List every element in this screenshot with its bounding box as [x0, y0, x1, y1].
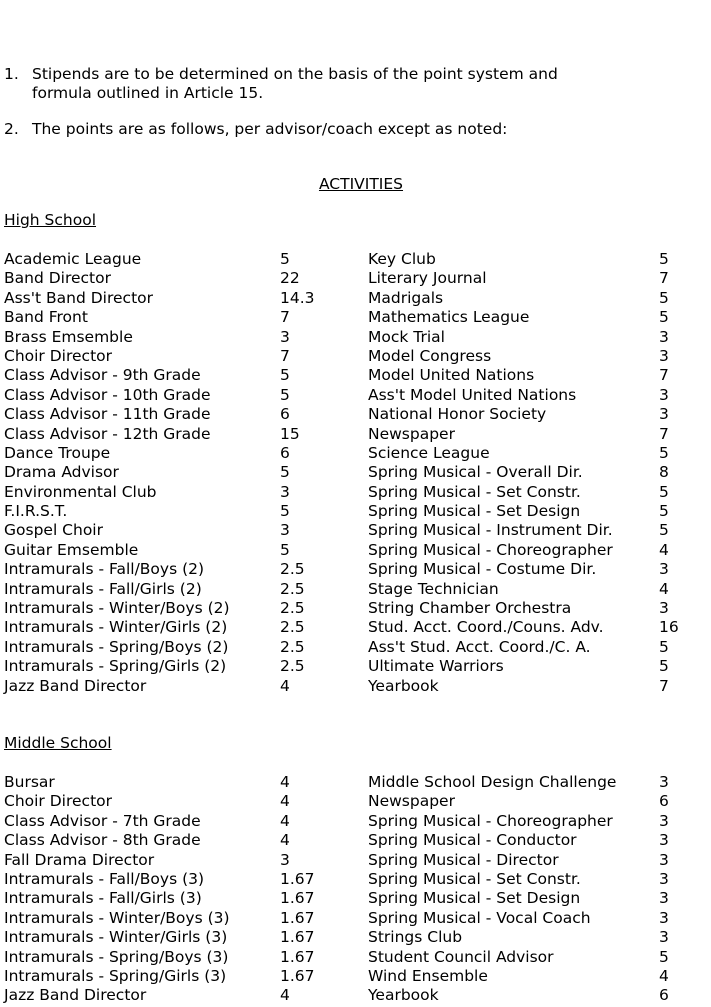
activity-points: 1.67 — [280, 947, 315, 966]
activity-name: Model United Nations — [368, 366, 535, 385]
activity-points: 3 — [659, 831, 669, 850]
activity-points: 16 — [659, 618, 679, 637]
table-row — [0, 870, 711, 889]
activity-points: 5 — [659, 308, 669, 327]
table-row — [0, 405, 711, 424]
activity-points: 5 — [280, 502, 290, 521]
activity-name: Intramurals - Fall/Boys (3) — [4, 869, 205, 888]
activity-points: 1.67 — [280, 908, 315, 927]
table-row — [0, 366, 711, 385]
table-row — [0, 928, 711, 947]
note-number: 2. — [4, 120, 19, 138]
table-row — [0, 773, 711, 792]
activity-name: Middle School Design Challenge — [368, 773, 617, 791]
activity-name: Spring Musical - Director — [368, 850, 559, 869]
table-row — [0, 986, 711, 1005]
activity-points: 4 — [659, 579, 669, 598]
activity-points: 5 — [659, 443, 669, 462]
table-row — [0, 580, 711, 599]
activity-name: Spring Musical - Set Design — [368, 502, 581, 521]
activity-name: Spring Musical - Set Constr. — [368, 482, 581, 501]
activity-name: Newspaper — [368, 424, 455, 443]
note-text-line: The points are as follows, per advisor/coach except as noted: — [32, 120, 508, 138]
activity-name: Stage Technician — [368, 579, 499, 598]
table-row — [0, 425, 711, 444]
table-row — [0, 792, 711, 811]
table-row — [0, 444, 711, 463]
table-row — [0, 831, 711, 850]
activity-points: 4 — [280, 676, 290, 695]
activity-points: 3 — [659, 599, 669, 618]
activity-name: Spring Musical - Set Constr. — [368, 869, 581, 888]
activity-name: Gospel Choir — [4, 521, 103, 540]
activity-name: Jazz Band Director — [4, 676, 147, 695]
activity-name: Madrigals — [368, 288, 444, 307]
activity-points: 5 — [659, 657, 669, 676]
activity-name: Choir Director — [4, 792, 113, 811]
activity-name: Intramurals - Fall/Girls (2) — [4, 579, 202, 598]
activity-points: 3 — [659, 346, 669, 365]
activity-points: 2.5 — [280, 579, 305, 598]
activity-points: 5 — [280, 540, 290, 559]
activity-name: Spring Musical - Choreographer — [368, 811, 613, 830]
activity-points: 5 — [659, 637, 669, 656]
activity-points: 2.5 — [280, 599, 305, 618]
activity-points: 7 — [280, 346, 290, 365]
high-school-title: High School — [4, 211, 97, 229]
table-row — [0, 560, 711, 579]
activity-name: Class Advisor - 10th Grade — [4, 385, 211, 404]
activity-name: Choir Director — [4, 346, 113, 365]
activities-heading: ACTIVITIES — [318, 175, 404, 193]
activity-name: Academic League — [4, 250, 142, 268]
activity-name: Class Advisor - 7th Grade — [4, 811, 201, 830]
table-row — [0, 386, 711, 405]
table-row — [0, 502, 711, 521]
activity-points: 3 — [280, 521, 290, 540]
activity-points: 3 — [659, 405, 669, 424]
activity-points: 7 — [659, 269, 669, 288]
activity-name: Ass't Model United Nations — [368, 385, 577, 404]
activity-points: 4 — [280, 792, 290, 811]
activity-name: Student Council Advisor — [368, 947, 554, 966]
activity-points: 1.67 — [280, 869, 315, 888]
activity-points: 4 — [280, 986, 290, 1005]
activity-points: 5 — [659, 521, 669, 540]
activity-name: Class Advisor - 12th Grade — [4, 424, 211, 443]
activity-points: 3 — [659, 869, 669, 888]
activity-points: 3 — [280, 327, 290, 346]
activity-points: 5 — [280, 366, 290, 385]
table-row — [0, 541, 711, 560]
activity-name: Spring Musical - Overall Dir. — [368, 463, 583, 482]
activity-points: 22 — [280, 269, 300, 288]
activity-points: 3 — [280, 482, 290, 501]
activity-name: F.I.R.S.T. — [4, 502, 68, 521]
activity-name: Intramurals - Winter/Boys (3) — [4, 908, 230, 927]
table-row — [0, 889, 711, 908]
activity-name: Intramurals - Spring/Boys (2) — [4, 637, 229, 656]
activity-points: 1.67 — [280, 928, 315, 947]
activity-points: 8 — [659, 463, 669, 482]
table-row — [0, 657, 711, 676]
table-row — [0, 308, 711, 327]
activity-name: Ass't Stud. Acct. Coord./C. A. — [368, 637, 591, 656]
activity-name: Intramurals - Spring/Boys (3) — [4, 947, 229, 966]
activity-points: 3 — [659, 928, 669, 947]
table-row — [0, 599, 711, 618]
activity-points: 4 — [659, 966, 669, 985]
activity-points: 5 — [659, 250, 669, 268]
activity-points: 3 — [280, 850, 290, 869]
activity-points: 4 — [280, 811, 290, 830]
activity-name: String Chamber Orchestra — [368, 599, 572, 618]
activity-name: Ass't Band Director — [4, 288, 154, 307]
note-text-line: formula outlined in Article 15. — [32, 84, 264, 103]
activity-points: 3 — [659, 908, 669, 927]
activity-name: Spring Musical - Instrument Dir. — [368, 521, 613, 540]
activity-points: 2.5 — [280, 560, 305, 579]
activity-points: 3 — [659, 560, 669, 579]
activity-points: 7 — [659, 676, 669, 695]
note-number: 1. — [4, 65, 19, 83]
middle-school-title: Middle School — [4, 734, 112, 752]
activity-name: Stud. Acct. Coord./Couns. Adv. — [368, 618, 604, 637]
activity-points: 1.67 — [280, 966, 315, 985]
activity-points: 14.3 — [280, 288, 315, 307]
activity-name: Band Front — [4, 308, 88, 327]
activity-name: Drama Advisor — [4, 463, 119, 482]
activity-name: Band Director — [4, 269, 111, 288]
activity-points: 3 — [659, 850, 669, 869]
high-school-table — [0, 250, 711, 696]
table-row — [0, 483, 711, 502]
activity-name: Intramurals - Fall/Girls (3) — [4, 889, 202, 908]
activity-name: Spring Musical - Vocal Coach — [368, 908, 591, 927]
activity-points: 6 — [280, 405, 290, 424]
activity-points: 3 — [659, 773, 669, 791]
activity-name: Mock Trial — [368, 327, 445, 346]
activity-name: Model Congress — [368, 346, 492, 365]
activity-name: Spring Musical - Costume Dir. — [368, 560, 597, 579]
table-row — [0, 347, 711, 366]
activity-points: 7 — [659, 424, 669, 443]
activity-name: Wind Ensemble — [368, 966, 488, 985]
activity-points: 6 — [659, 792, 669, 811]
activity-name: Ultimate Warriors — [368, 657, 504, 676]
activity-points: 5 — [280, 250, 290, 268]
table-row — [0, 618, 711, 637]
activity-points: 5 — [659, 502, 669, 521]
table-row — [0, 967, 711, 986]
activity-points: 1.67 — [280, 889, 315, 908]
activity-name: Spring Musical - Conductor — [368, 831, 577, 850]
activity-points: 2.5 — [280, 618, 305, 637]
activity-name: Intramurals - Spring/Girls (2) — [4, 657, 227, 676]
activity-name: Spring Musical - Choreographer — [368, 540, 613, 559]
activity-points: 7 — [280, 308, 290, 327]
activity-name: Jazz Band Director — [4, 986, 147, 1005]
activity-name: Fall Drama Director — [4, 850, 155, 869]
activity-points: 3 — [659, 385, 669, 404]
activity-points: 2.5 — [280, 657, 305, 676]
activity-points: 6 — [659, 986, 669, 1005]
activity-name: Intramurals - Winter/Girls (2) — [4, 618, 228, 637]
activity-name: Spring Musical - Set Design — [368, 889, 581, 908]
activity-name: Class Advisor - 11th Grade — [4, 405, 211, 424]
activity-name: National Honor Society — [368, 405, 547, 424]
activity-name: Strings Club — [368, 928, 463, 947]
activity-points: 4 — [659, 540, 669, 559]
table-row — [0, 250, 711, 269]
table-row — [0, 851, 711, 870]
activity-name: Intramurals - Spring/Girls (3) — [4, 966, 227, 985]
activity-name: Yearbook — [368, 676, 439, 695]
activity-name: Mathematics League — [368, 308, 530, 327]
table-row — [0, 677, 711, 696]
activity-name: Newspaper — [368, 792, 455, 811]
activity-name: Key Club — [368, 250, 436, 268]
activity-points: 2.5 — [280, 637, 305, 656]
activity-name: Guitar Emsemble — [4, 540, 139, 559]
table-row — [0, 269, 711, 288]
activity-name: Literary Journal — [368, 269, 487, 288]
activity-name: Brass Emsemble — [4, 327, 133, 346]
activity-points: 3 — [659, 889, 669, 908]
middle-school-table — [0, 773, 711, 1006]
activity-name: Intramurals - Winter/Boys (2) — [4, 599, 230, 618]
activity-points: 3 — [659, 327, 669, 346]
activity-name: Dance Troupe — [4, 443, 111, 462]
activity-points: 5 — [659, 947, 669, 966]
activity-name: Class Advisor - 9th Grade — [4, 366, 201, 385]
table-row — [0, 463, 711, 482]
table-row — [0, 948, 711, 967]
activity-points: 3 — [659, 811, 669, 830]
activity-name: Intramurals - Winter/Girls (3) — [4, 928, 228, 947]
activity-name: Class Advisor - 8th Grade — [4, 831, 201, 850]
table-row — [0, 812, 711, 831]
activity-points: 4 — [280, 773, 290, 791]
activity-name: Bursar — [4, 773, 55, 791]
activity-points: 5 — [659, 482, 669, 501]
table-row — [0, 909, 711, 928]
activity-points: 7 — [659, 366, 669, 385]
activity-name: Yearbook — [368, 986, 439, 1005]
activity-points: 5 — [280, 463, 290, 482]
activity-points: 4 — [280, 831, 290, 850]
note-text-line: Stipends are to be determined on the basis of the point system and — [32, 65, 558, 83]
activity-points: 6 — [280, 443, 290, 462]
table-row — [0, 638, 711, 657]
activity-points: 5 — [280, 385, 290, 404]
activity-points: 15 — [280, 424, 300, 443]
activity-points: 5 — [659, 288, 669, 307]
table-row — [0, 328, 711, 347]
table-row — [0, 521, 711, 540]
activity-name: Science League — [368, 443, 490, 462]
table-row — [0, 289, 711, 308]
activity-name: Intramurals - Fall/Boys (2) — [4, 560, 205, 579]
activity-name: Environmental Club — [4, 482, 157, 501]
